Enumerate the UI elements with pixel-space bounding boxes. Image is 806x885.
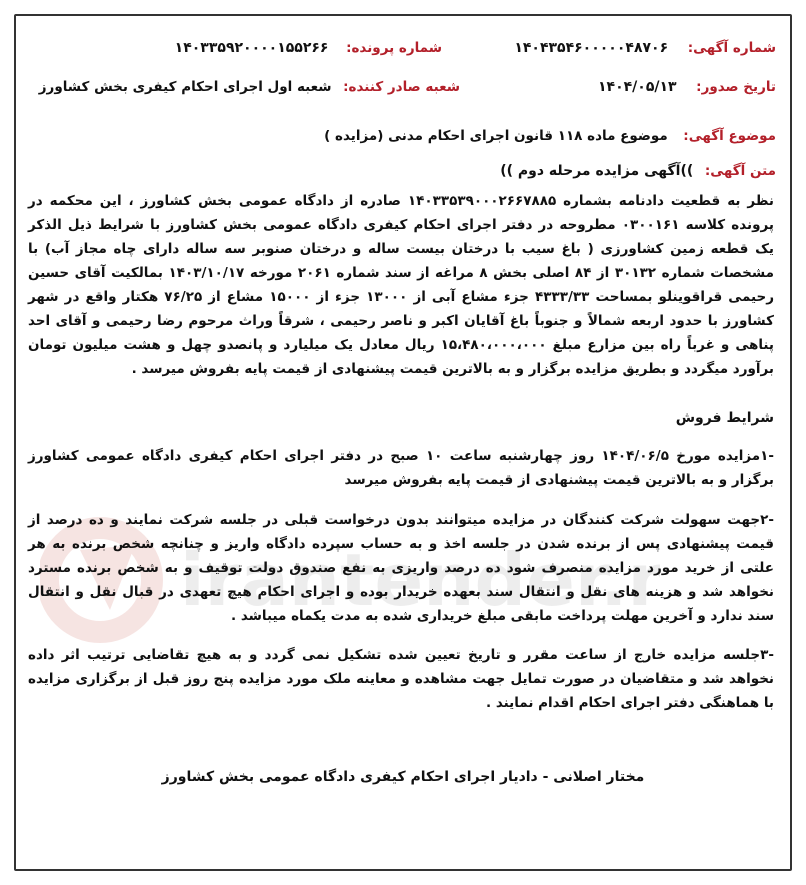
issuing-branch-row	[39, 76, 460, 95]
issue-date-label: تاریخ صدور:	[696, 79, 776, 95]
issue-date-row	[598, 76, 776, 95]
subject-label: موضوع آگهی:	[683, 128, 776, 144]
subject-text: موضوع ماده ۱۱۸ قانون اجرای احکام مدنی (مزایده )	[324, 128, 668, 144]
body-title: ))آگهی مزایده مرحله دوم ))	[500, 163, 694, 179]
case-number: ۱۴۰۳۳۵۹۲۰۰۰۰۱۵۵۲۶۶	[174, 40, 329, 56]
ad-number-label: شماره آگهی:	[687, 40, 776, 56]
issue-date: ۱۴۰۴/۰۵/۱۳	[598, 79, 677, 95]
body-label: متن آگهی:	[704, 163, 776, 179]
signature: مختار اصلانی - دادیار اجرای احکام کیفری دادگاه عمومی بخش کشاورز	[161, 769, 645, 785]
issuing-branch: شعبه اول اجرای احکام کیفری بخش کشاورز	[38, 79, 332, 95]
case-number-label: شماره پرونده:	[346, 40, 442, 56]
issuing-branch-label: شعبه صادر کننده:	[343, 79, 460, 95]
condition-item-2: -۲جهت سهولت شرکت کنندگان در مزایده میتوانند بدون درخواست قبلی در جلسه شرکت نمایند و ده درصد از قیمت پیشنهادی پس از برنده شدن در جلسه اخذ و به حساب سپرده دادگاه واریز و چنانچه شخص برنده به هر علتی از خرید مورد مزایده منصرف شود ده درصد واریزی به نفع صندوق دولت توقیف و به شخص برنده مسترد نخواهد شد و هزینه های نقل و انتقال سند بعهده خریدار بوده و اجرای احکام هیچ تعهدی در قبال نقل و انتقال سند ندارد و آخرین مهلت پرداخت مابقی مبلغ خریداری شده به مدت یکماه میباشد .	[28, 512, 774, 624]
body-title-row	[500, 160, 776, 179]
case-number-row	[175, 37, 442, 56]
sale-conditions-heading: شرایط فروش	[675, 410, 774, 426]
ad-number: ۱۴۰۴۳۵۴۶۰۰۰۰۰۴۸۷۰۶	[514, 40, 669, 56]
subject-row	[324, 125, 776, 144]
notice-body-paragraph: نظر به قطعیت دادنامه بشماره ۱۴۰۳۳۵۳۹۰۰۰۲۶۶۷۸۸۵ صادره از دادگاه عمومی بخش کشاورز ، این محکمه در پرونده کلاسه ۰۳۰۰۱۶۱ مطروحه در دفتر اجرای احکام کیفری دادگاه عمومی بخش کشاورز با شرایط ذیل الذکر یک قطعه زمین کشاورزی ( باغ سیب با درختان بیست ساله و درختان صنوبر سه ساله دارای چاه مجاز آب) با مشخصات شماره ۳۰۱۳۲ از ۸۴ اصلی بخش ۸ مراغه از سند شماره ۲۰۶۱ مورخه ۱۴۰۳/۱۰/۱۷ بمالکیت آقای حسین رحیمی قراقوینلو بمساحت ۴۳۳۳/۳۳ جزء مشاع آبی از ۱۳۰۰۰ جزء از ۱۵۰۰۰ مشاع از ۷۶/۲۵ هکتار واقع در شهر کشاورز با حدود اربعه شمالاً و جنوباً باغ آقایان اکبر و ناصر رحیمی ، شرقاً وراث مرحوم رضا رحیمی و آقای احد پناهی و غرباً راه بین مزارع مبلغ ۱۵،۴۸۰،۰۰۰،۰۰۰ ریال معادل یک میلیارد و پانصدو چهل و هشت میلیون تومان برآورد میگردد و بطریق مزایده برگزار و به بالاترین قیمت پیشنهادی از قیمت پایه بفروش میرسد .	[28, 193, 775, 377]
condition-item-1: -۱مزایده مورخ ۱۴۰۴/۰۶/۵ روز چهارشنبه ساعت ۱۰ صبح در دفتر اجرای احکام کیفری دادگاه عمومی کشاورز برگزار و به بالاترین قیمت پیشنهادی از قیمت پایه بفروش میرسد	[28, 448, 774, 488]
condition-item-3: -۳جلسه مزایده خارج از ساعت مقرر و تاریخ تعیین شده تشکیل نمی گردد و به هیچ تقاضایی ترتیب اثر داده نخواهد شد و متقاضیان در صورت تمایل جهت مشاهده و معاینه ملک مورد مزایده پنج روز قبل از برگزاری مزایده با هماهنگی دفتر اجرای احکام اقدام نمایند .	[28, 647, 774, 711]
ad-number-row	[514, 37, 776, 56]
